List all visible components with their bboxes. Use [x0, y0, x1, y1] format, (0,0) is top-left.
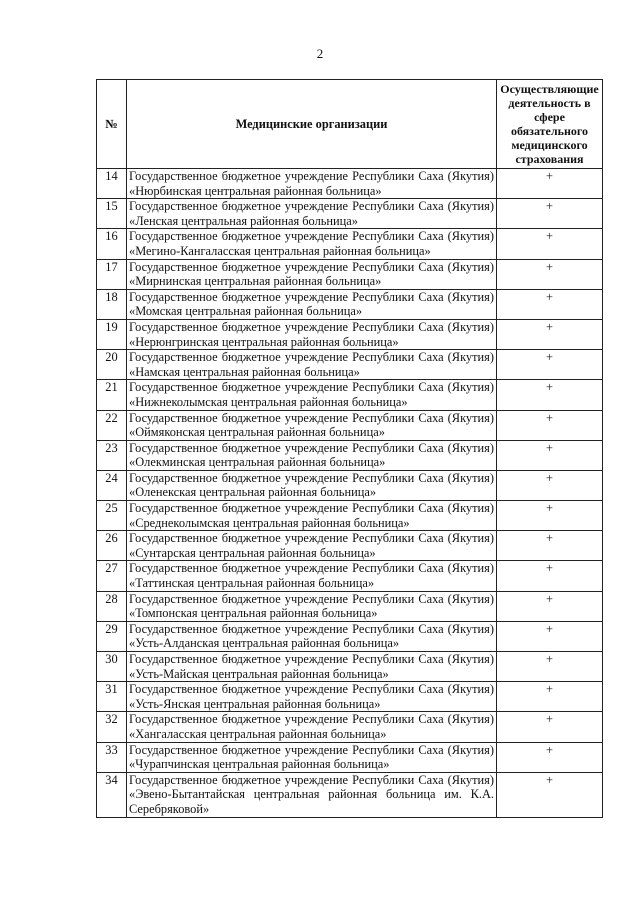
row-number: 16: [97, 229, 127, 259]
table-row: [97, 229, 603, 259]
insurance-flag: +: [497, 682, 603, 712]
insurance-flag: +: [497, 621, 603, 651]
table-row: [97, 742, 603, 772]
organization-name: Государственное бюджетное учреждение Республики Саха (Якутия) «Нерюнгринская центральная районная больница»: [127, 319, 497, 349]
row-number: 15: [97, 199, 127, 229]
organization-name: Государственное бюджетное учреждение Республики Саха (Якутия) «Эвено-Бытантайская центральная районная больница им. К.А. Серебряковой»: [127, 772, 497, 817]
table-row: [97, 772, 603, 817]
insurance-flag: +: [497, 561, 603, 591]
organization-name: Государственное бюджетное учреждение Республики Саха (Якутия) «Оленекская центральная районная больница»: [127, 470, 497, 500]
organization-name: Государственное бюджетное учреждение Республики Саха (Якутия) «Усть-Майская центральная районная больница»: [127, 652, 497, 682]
organization-name: Государственное бюджетное учреждение Республики Саха (Якутия) «Чурапчинская центральная районная больница»: [127, 742, 497, 772]
row-number: 14: [97, 169, 127, 199]
row-number: 31: [97, 682, 127, 712]
insurance-flag: +: [497, 531, 603, 561]
organization-name: Государственное бюджетное учреждение Республики Саха (Якутия) «Таттинская центральная районная больница»: [127, 561, 497, 591]
table-row: [97, 591, 603, 621]
organization-name: Государственное бюджетное учреждение Республики Саха (Якутия) «Усть-Янская центральная районная больница»: [127, 682, 497, 712]
organization-name: Государственное бюджетное учреждение Республики Саха (Якутия) «Сунтарская центральная районная больница»: [127, 531, 497, 561]
header-number: №: [97, 80, 127, 169]
insurance-flag: +: [497, 199, 603, 229]
organization-name: Государственное бюджетное учреждение Республики Саха (Якутия) «Нюрбинская центральная районная больница»: [127, 169, 497, 199]
insurance-flag: +: [497, 259, 603, 289]
organization-name: Государственное бюджетное учреждение Республики Саха (Якутия) «Олекминская центральная районная больница»: [127, 440, 497, 470]
organization-name: Государственное бюджетное учреждение Республики Саха (Якутия) «Ленская центральная районная больница»: [127, 199, 497, 229]
table-body: [97, 169, 603, 818]
row-number: 18: [97, 289, 127, 319]
table-header-row: [97, 80, 603, 169]
row-number: 34: [97, 772, 127, 817]
insurance-flag: +: [497, 440, 603, 470]
page-number: 2: [316, 46, 324, 61]
row-number: 20: [97, 350, 127, 380]
insurance-flag: +: [497, 380, 603, 410]
row-number: 24: [97, 470, 127, 500]
organization-name: Государственное бюджетное учреждение Республики Саха (Якутия) «Намская центральная районная больница»: [127, 350, 497, 380]
row-number: 33: [97, 742, 127, 772]
organization-name: Государственное бюджетное учреждение Республики Саха (Якутия) «Мегино-Кангаласская центральная районная больница»: [127, 229, 497, 259]
insurance-flag: +: [497, 470, 603, 500]
row-number: 17: [97, 259, 127, 289]
table-row: [97, 652, 603, 682]
table-row: [97, 621, 603, 651]
organization-name: Государственное бюджетное учреждение Республики Саха (Якутия) «Среднеколымская центральная районная больница»: [127, 501, 497, 531]
insurance-flag: +: [497, 410, 603, 440]
organization-name: Государственное бюджетное учреждение Республики Саха (Якутия) «Томпонская центральная районная больница»: [127, 591, 497, 621]
insurance-flag: +: [497, 591, 603, 621]
row-number: 21: [97, 380, 127, 410]
row-number: 19: [97, 319, 127, 349]
organization-name: Государственное бюджетное учреждение Республики Саха (Якутия) «Усть-Алданская центральная районная больница»: [127, 621, 497, 651]
insurance-flag: +: [497, 712, 603, 742]
header-organization: Медицинские организации: [127, 80, 497, 169]
table-row: [97, 410, 603, 440]
table-row: [97, 350, 603, 380]
row-number: 28: [97, 591, 127, 621]
table-row: [97, 319, 603, 349]
row-number: 23: [97, 440, 127, 470]
table-row: [97, 561, 603, 591]
table-row: [97, 531, 603, 561]
organization-name: Государственное бюджетное учреждение Республики Саха (Якутия) «Хангаласская центральная районная больница»: [127, 712, 497, 742]
table-row: [97, 501, 603, 531]
insurance-flag: +: [497, 169, 603, 199]
organization-name: Государственное бюджетное учреждение Республики Саха (Якутия) «Мирнинская центральная районная больница»: [127, 259, 497, 289]
table-row: [97, 712, 603, 742]
insurance-flag: +: [497, 742, 603, 772]
insurance-flag: +: [497, 652, 603, 682]
medical-organizations-table: [96, 79, 603, 818]
row-number: 27: [97, 561, 127, 591]
table-row: [97, 440, 603, 470]
table-row: [97, 259, 603, 289]
row-number: 22: [97, 410, 127, 440]
table-row: [97, 289, 603, 319]
header-insurance-activity: Осуществляющие деятельность в сфере обязательного медицинского страхования: [497, 80, 603, 169]
table-row: [97, 199, 603, 229]
table-row: [97, 169, 603, 199]
row-number: 29: [97, 621, 127, 651]
table-row: [97, 380, 603, 410]
insurance-flag: +: [497, 501, 603, 531]
table-row: [97, 682, 603, 712]
organization-name: Государственное бюджетное учреждение Республики Саха (Якутия) «Нижнеколымская центральная районная больница»: [127, 380, 497, 410]
insurance-flag: +: [497, 229, 603, 259]
organization-name: Государственное бюджетное учреждение Республики Саха (Якутия) «Момская центральная районная больница»: [127, 289, 497, 319]
organization-name: Государственное бюджетное учреждение Республики Саха (Якутия) «Оймяконская центральная районная больница»: [127, 410, 497, 440]
insurance-flag: +: [497, 350, 603, 380]
insurance-flag: +: [497, 289, 603, 319]
insurance-flag: +: [497, 772, 603, 817]
table-row: [97, 470, 603, 500]
row-number: 32: [97, 712, 127, 742]
row-number: 30: [97, 652, 127, 682]
row-number: 25: [97, 501, 127, 531]
row-number: 26: [97, 531, 127, 561]
insurance-flag: +: [497, 319, 603, 349]
